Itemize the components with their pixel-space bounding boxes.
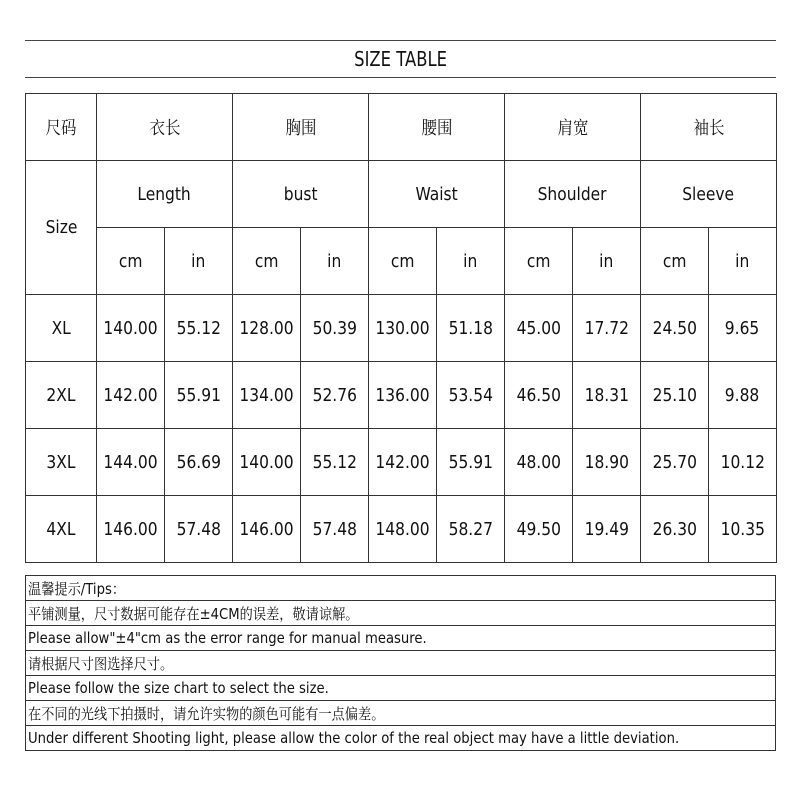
- table-cell: 57.48: [165, 496, 233, 563]
- tips-heading: 温馨提示/Tips：: [26, 576, 776, 601]
- unit-in: in: [165, 228, 233, 295]
- header-row-en: [26, 161, 777, 228]
- table-cell: 134.00: [233, 362, 301, 429]
- unit-in: in: [709, 228, 777, 295]
- table-cell: 57.48: [301, 496, 369, 563]
- table-row: [26, 295, 777, 362]
- unit-cm: cm: [97, 228, 165, 295]
- size-label: XL: [26, 295, 97, 362]
- table-cell: 19.49: [573, 496, 641, 563]
- table-cell: 17.72: [573, 295, 641, 362]
- table-cell: 50.39: [301, 295, 369, 362]
- table-cell: 136.00: [369, 362, 437, 429]
- table-cell: 25.10: [641, 362, 709, 429]
- table-cell: 146.00: [97, 496, 165, 563]
- table-cell: 18.31: [573, 362, 641, 429]
- table-cell: 128.00: [233, 295, 301, 362]
- table-cell: 10.12: [709, 429, 777, 496]
- table-cell: 55.12: [301, 429, 369, 496]
- table-cell: 52.76: [301, 362, 369, 429]
- unit-cm: cm: [369, 228, 437, 295]
- header-waist-en: Waist: [369, 161, 505, 228]
- table-cell: 130.00: [369, 295, 437, 362]
- unit-cm: cm: [505, 228, 573, 295]
- title-text: SIZE TABLE: [354, 47, 447, 71]
- table-cell: 24.50: [641, 295, 709, 362]
- table-cell: 48.00: [505, 429, 573, 496]
- table-cell: 26.30: [641, 496, 709, 563]
- unit-in: in: [301, 228, 369, 295]
- header-shoulder-en: Shoulder: [505, 161, 641, 228]
- size-label: 4XL: [26, 496, 97, 563]
- size-table-title: [25, 40, 776, 78]
- table-cell: 56.69: [165, 429, 233, 496]
- table-cell: 144.00: [97, 429, 165, 496]
- size-label: 2XL: [26, 362, 97, 429]
- table-row: [26, 362, 777, 429]
- tips-table: [25, 575, 776, 751]
- table-cell: 55.12: [165, 295, 233, 362]
- table-row: [26, 429, 777, 496]
- unit-cm: cm: [641, 228, 709, 295]
- header-shoulder-cn: 肩宽: [505, 94, 641, 161]
- header-sleeve-en: Sleeve: [641, 161, 777, 228]
- header-size-cn: 尺码: [26, 94, 97, 161]
- size-label: 3XL: [26, 429, 97, 496]
- table-cell: 18.90: [573, 429, 641, 496]
- table-cell: 148.00: [369, 496, 437, 563]
- table-cell: 55.91: [437, 429, 505, 496]
- table-cell: 142.00: [97, 362, 165, 429]
- unit-cm: cm: [233, 228, 301, 295]
- table-cell: 9.88: [709, 362, 777, 429]
- table-cell: 10.35: [709, 496, 777, 563]
- header-bust-en: bust: [233, 161, 369, 228]
- table-cell: 51.18: [437, 295, 505, 362]
- table-cell: 46.50: [505, 362, 573, 429]
- header-size-en: Size: [26, 161, 97, 295]
- table-cell: 9.65: [709, 295, 777, 362]
- header-sleeve-cn: 袖长: [641, 94, 777, 161]
- table-cell: 53.54: [437, 362, 505, 429]
- tip-line: Under different Shooting light, please allow the color of the real object may have a little deviation.: [26, 726, 776, 751]
- table-cell: 49.50: [505, 496, 573, 563]
- header-waist-cn: 腰围: [369, 94, 505, 161]
- table-cell: 140.00: [233, 429, 301, 496]
- header-row-cn: [26, 94, 777, 161]
- tip-line: Please follow the size chart to select the size.: [26, 676, 776, 701]
- table-row: [26, 496, 777, 563]
- header-length-cn: 衣长: [97, 94, 233, 161]
- tip-line: 请根据尺寸图选择尺寸。: [26, 651, 776, 676]
- unit-in: in: [437, 228, 505, 295]
- tip-line: 平铺测量，尺寸数据可能存在±4CM的误差，敬请谅解。: [26, 601, 776, 626]
- table-cell: 142.00: [369, 429, 437, 496]
- table-cell: 45.00: [505, 295, 573, 362]
- header-length-en: Length: [97, 161, 233, 228]
- table-cell: 55.91: [165, 362, 233, 429]
- unit-in: in: [573, 228, 641, 295]
- header-row-units: [26, 228, 777, 295]
- table-cell: 140.00: [97, 295, 165, 362]
- table-cell: 25.70: [641, 429, 709, 496]
- table-cell: 146.00: [233, 496, 301, 563]
- size-table: [25, 93, 777, 563]
- tip-line: Please allow"±4"cm as the error range for manual measure.: [26, 626, 776, 651]
- header-bust-cn: 胸围: [233, 94, 369, 161]
- tip-line: 在不同的光线下拍摄时，请允许实物的颜色可能有一点偏差。: [26, 701, 776, 726]
- table-cell: 58.27: [437, 496, 505, 563]
